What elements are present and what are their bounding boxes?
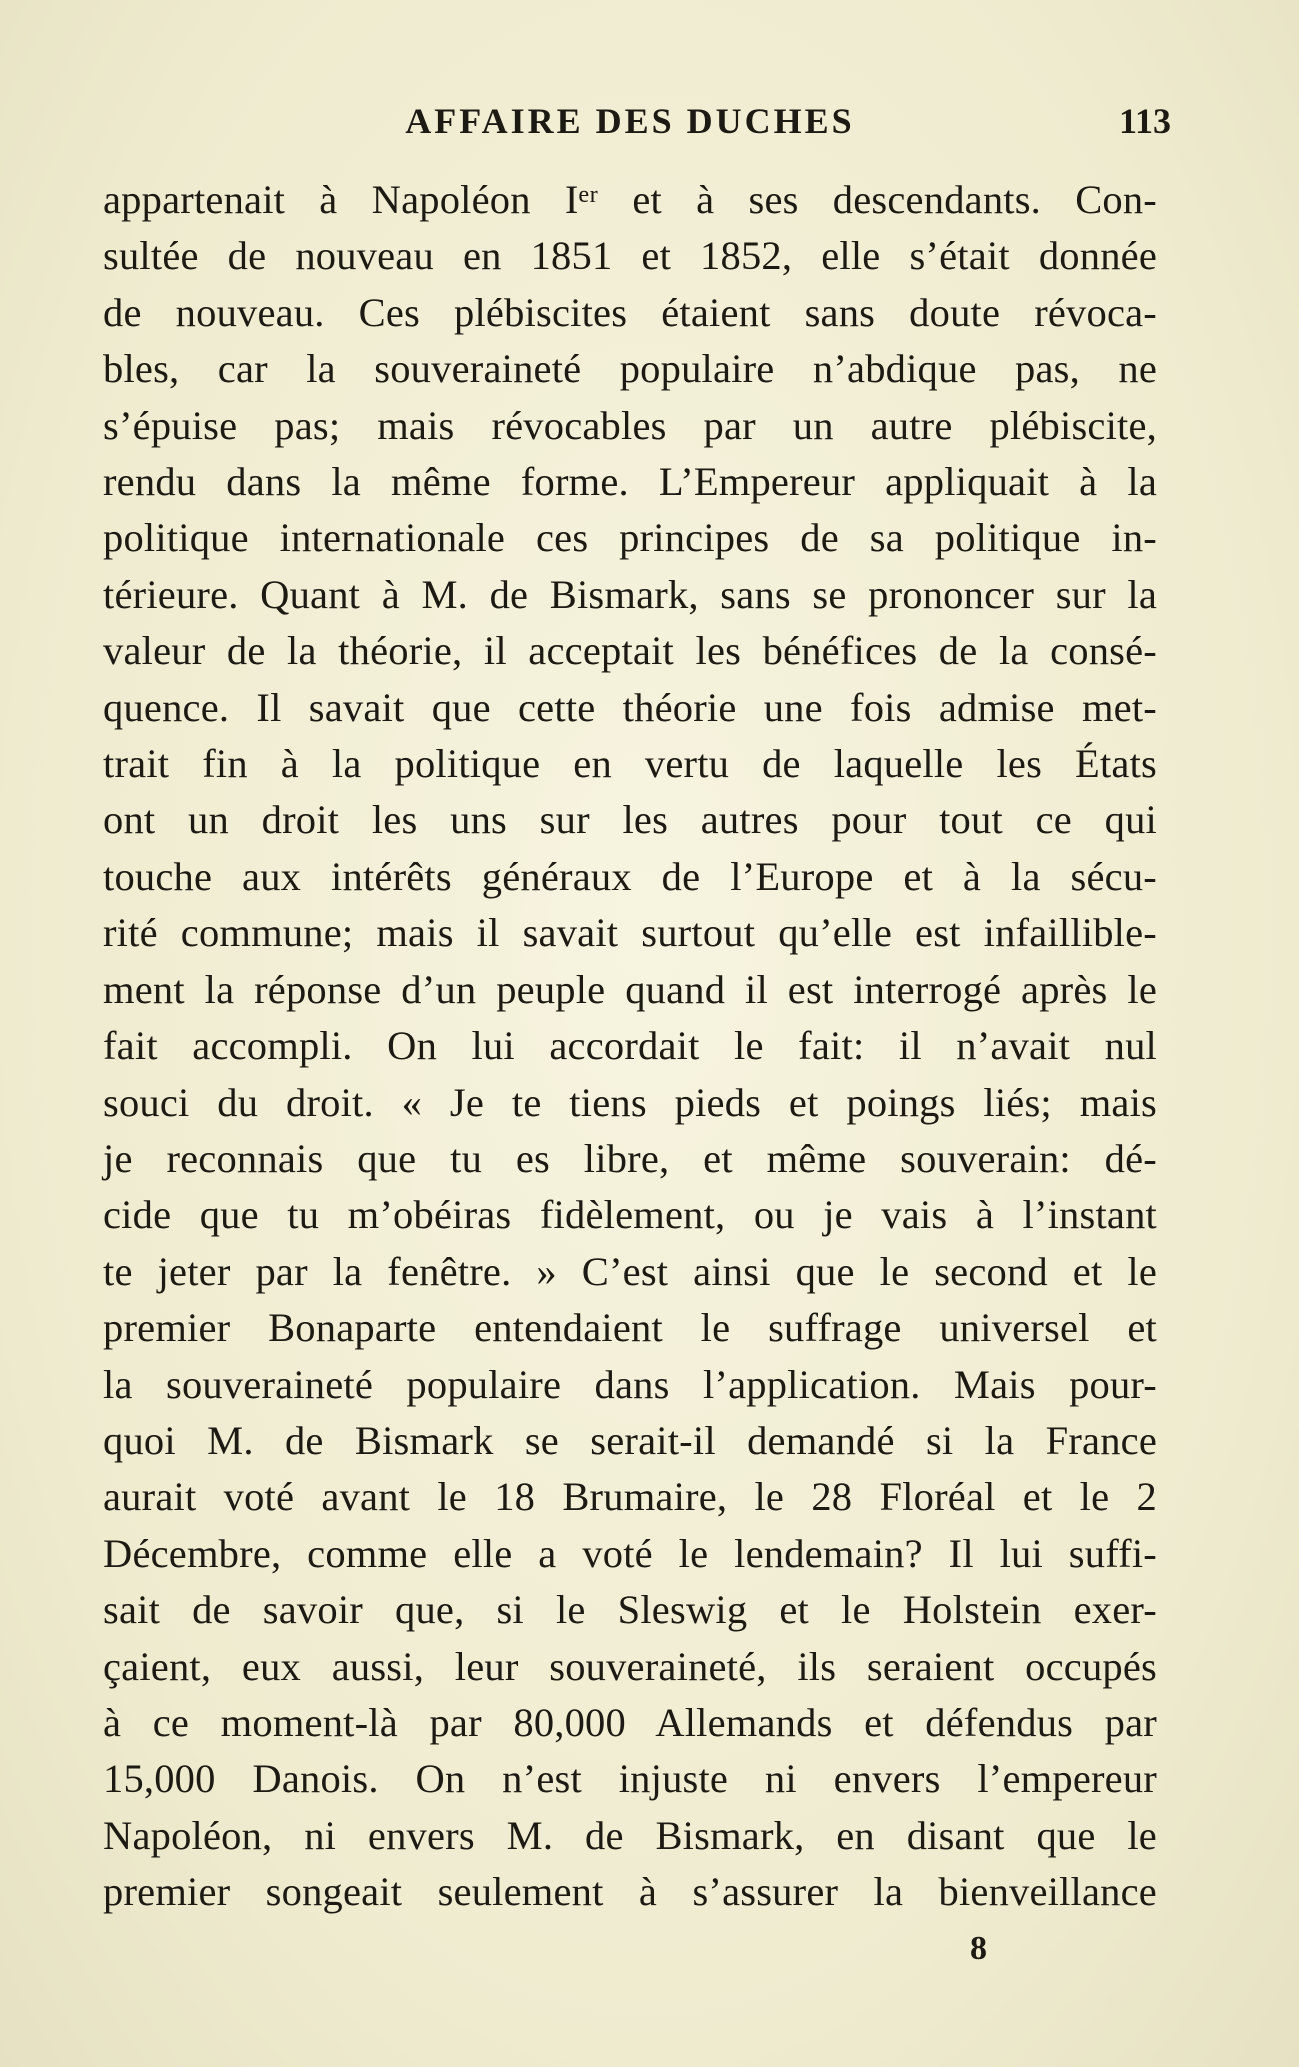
page-number: 113: [1118, 101, 1171, 141]
body-text: [103, 172, 1157, 1921]
text-line: trait fin à la politique en vertu de laquelle les États: [103, 741, 1157, 787]
text-line: politique internationale ces principes de sa politique in-: [103, 515, 1157, 561]
text-line: s’épuise pas; mais révocables par un autre plébiscite,: [103, 402, 1157, 448]
text-line: ment la réponse d’un peuple quand il est interrogé après le: [103, 966, 1157, 1012]
text-line: premier songeait seulement à s’assurer la bienveillance: [103, 1869, 1157, 1915]
text-line: fait accompli. On lui accordait le fait: il n’avait nul: [103, 1023, 1157, 1069]
text-line: Décembre, comme elle a voté le lendemain? Il lui suffi-: [103, 1530, 1157, 1576]
text-line: 15,000 Danois. On n’est injuste ni envers l’empereur: [103, 1756, 1157, 1802]
text-line: aurait voté avant le 18 Brumaire, le 28 Floréal et le 2: [103, 1474, 1157, 1520]
text-line: la souveraineté populaire dans l’application. Mais pour-: [103, 1361, 1157, 1407]
text-line: Napoléon, ni envers M. de Bismark, en disant que le: [103, 1812, 1157, 1858]
text-line: premier Bonaparte entendaient le suffrage universel et: [103, 1305, 1157, 1351]
text-line: rendu dans la même forme. L’Empereur appliquait à la: [103, 459, 1157, 505]
text-line: quoi M. de Bismark se serait-il demandé si la France: [103, 1417, 1157, 1463]
text-line: je reconnais que tu es libre, et même souverain: dé-: [103, 1135, 1157, 1181]
text-line: appartenait à Napoléon Iᵉʳ et à ses descendants. Con-: [103, 177, 1157, 222]
running-head: [103, 100, 1171, 148]
text-line: à ce moment-là par 80,000 Allemands et défendus par: [103, 1699, 1157, 1745]
text-line: souci du droit. « Je te tiens pieds et poings liés; mais: [103, 1079, 1157, 1125]
running-title: AFFAIRE DES DUCHES: [405, 101, 855, 141]
text-line: rité commune; mais il savait surtout qu’elle est infaillible-: [103, 910, 1157, 956]
text-line: cide que tu m’obéiras fidèlement, ou je vais à l’instant: [103, 1192, 1157, 1238]
text-line: ont un droit les uns sur les autres pour tout ce qui: [103, 797, 1157, 843]
text-line: touche aux intérêts généraux de l’Europe et à la sécu-: [103, 853, 1157, 899]
text-line: térieure. Quant à M. de Bismark, sans se prononcer sur la: [103, 571, 1157, 617]
text-line: çaient, eux aussi, leur souveraineté, ils seraient occupés: [103, 1643, 1157, 1689]
text-line: valeur de la théorie, il acceptait les bénéfices de la consé-: [103, 628, 1157, 674]
text-line: te jeter par la fenêtre. » C’est ainsi que le second et le: [103, 1248, 1157, 1294]
text-line: quence. Il savait que cette théorie une fois admise met-: [103, 684, 1157, 730]
text-line: sait de savoir que, si le Sleswig et le Holstein exer-: [103, 1587, 1157, 1633]
text-line: sultée de nouveau en 1851 et 1852, elle s’était donnée: [103, 233, 1157, 279]
text-line: bles, car la souveraineté populaire n’abdique pas, ne: [103, 346, 1157, 392]
signature-mark: 8: [970, 1930, 987, 1967]
text-line: de nouveau. Ces plébiscites étaient sans doute révoca-: [103, 289, 1157, 335]
